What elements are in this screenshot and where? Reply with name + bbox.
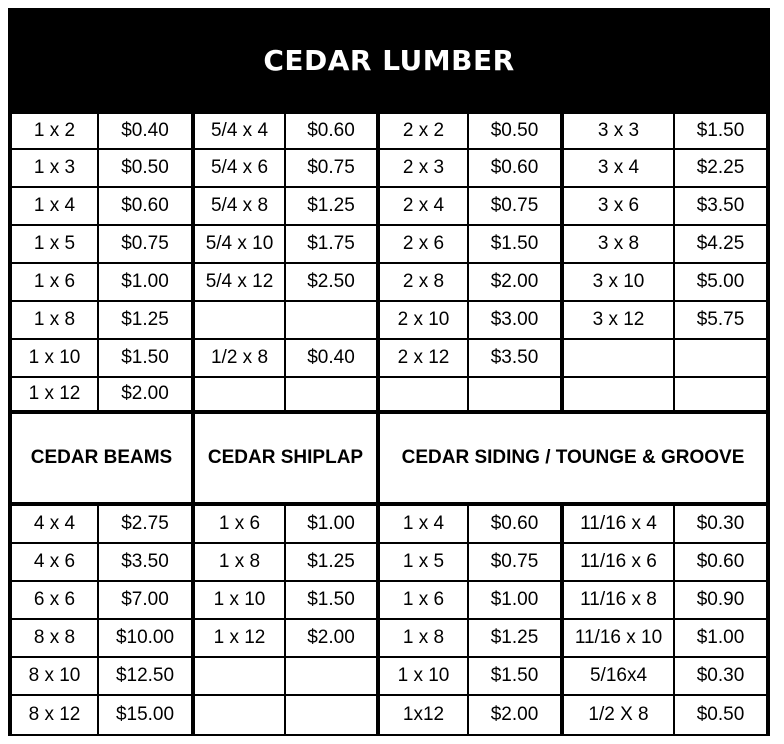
size-cell xyxy=(564,340,673,376)
price-cell: $0.50 xyxy=(99,150,191,186)
price-cell xyxy=(675,340,766,376)
price-cell: $10.00 xyxy=(99,620,191,656)
price-cell: $1.00 xyxy=(99,264,191,300)
price-cell: $12.50 xyxy=(99,658,191,694)
size-cell: 3 x 8 xyxy=(564,226,673,262)
price-cell: $1.50 xyxy=(675,114,766,148)
price-cell: $1.25 xyxy=(469,620,560,656)
size-cell: 4 x 4 xyxy=(12,506,97,542)
size-cell xyxy=(195,658,284,694)
size-cell: 1 x 6 xyxy=(380,582,467,618)
size-cell: 1 x 8 xyxy=(380,620,467,656)
size-cell: 8 x 8 xyxy=(12,620,97,656)
price-cell: $1.50 xyxy=(469,226,560,262)
price-cell: $2.75 xyxy=(99,506,191,542)
size-cell: 1 x 12 xyxy=(195,620,284,656)
price-cell xyxy=(286,696,376,734)
price-cell xyxy=(469,378,560,410)
price-cell: $3.50 xyxy=(99,544,191,580)
price-cell: $7.00 xyxy=(99,582,191,618)
price-cell: $0.90 xyxy=(675,582,766,618)
price-cell: $0.40 xyxy=(99,114,191,148)
price-cell: $0.60 xyxy=(286,114,376,148)
price-cell: $1.00 xyxy=(469,582,560,618)
price-cell: $1.50 xyxy=(469,658,560,694)
size-cell: 1 x 6 xyxy=(12,264,97,300)
size-cell: 1x12 xyxy=(380,696,467,734)
price-cell: $0.75 xyxy=(286,150,376,186)
price-cell: $0.75 xyxy=(469,544,560,580)
cedar-shiplap-header: CEDAR SHIPLAP xyxy=(195,414,376,502)
size-cell: 3 x 3 xyxy=(564,114,673,148)
price-cell: $1.25 xyxy=(286,544,376,580)
price-cell: $0.50 xyxy=(469,114,560,148)
price-cell xyxy=(286,378,376,410)
price-cell: $2.00 xyxy=(99,378,191,410)
price-cell: $0.50 xyxy=(675,696,766,734)
price-cell: $1.75 xyxy=(286,226,376,262)
size-cell: 11/16 x 4 xyxy=(564,506,673,542)
price-sheet xyxy=(8,8,770,736)
price-cell: $2.00 xyxy=(286,620,376,656)
size-cell: 1 x 2 xyxy=(12,114,97,148)
price-cell: $1.50 xyxy=(286,582,376,618)
price-cell: $1.25 xyxy=(99,302,191,338)
price-cell: $1.25 xyxy=(286,188,376,224)
size-cell: 1 x 8 xyxy=(12,302,97,338)
price-cell: $0.60 xyxy=(469,150,560,186)
size-cell: 1/2 x 8 xyxy=(195,340,284,376)
size-cell xyxy=(564,378,673,410)
size-cell: 5/4 x 10 xyxy=(195,226,284,262)
cedar-siding-header: CEDAR SIDING / TOUNGE & GROOVE xyxy=(380,414,766,502)
size-cell: 1 x 10 xyxy=(195,582,284,618)
size-cell xyxy=(195,378,284,410)
size-cell xyxy=(380,378,467,410)
price-cell: $3.50 xyxy=(675,188,766,224)
size-cell: 5/4 x 8 xyxy=(195,188,284,224)
size-cell: 1 x 6 xyxy=(195,506,284,542)
size-cell: 2 x 3 xyxy=(380,150,467,186)
size-cell: 2 x 8 xyxy=(380,264,467,300)
price-cell: $2.25 xyxy=(675,150,766,186)
price-cell: $3.00 xyxy=(469,302,560,338)
price-cell: $1.00 xyxy=(286,506,376,542)
size-cell: 1/2 X 8 xyxy=(564,696,673,734)
size-cell: 2 x 4 xyxy=(380,188,467,224)
price-cell xyxy=(675,378,766,410)
price-cell: $0.75 xyxy=(99,226,191,262)
size-cell xyxy=(195,696,284,734)
price-cell xyxy=(286,658,376,694)
price-cell: $0.60 xyxy=(675,544,766,580)
size-cell: 5/4 x 6 xyxy=(195,150,284,186)
size-cell: 3 x 6 xyxy=(564,188,673,224)
size-cell: 1 x 4 xyxy=(12,188,97,224)
size-cell: 1 x 5 xyxy=(12,226,97,262)
price-cell: $1.00 xyxy=(675,620,766,656)
price-cell: $4.25 xyxy=(675,226,766,262)
size-cell: 1 x 5 xyxy=(380,544,467,580)
size-cell: 2 x 10 xyxy=(380,302,467,338)
price-cell: $0.75 xyxy=(469,188,560,224)
price-cell: $0.30 xyxy=(675,506,766,542)
price-cell: $3.50 xyxy=(469,340,560,376)
size-cell: 8 x 10 xyxy=(12,658,97,694)
size-cell: 3 x 12 xyxy=(564,302,673,338)
size-cell: 5/4 x 4 xyxy=(195,114,284,148)
price-cell: $2.50 xyxy=(286,264,376,300)
size-cell: 1 x 10 xyxy=(380,658,467,694)
size-cell: 11/16 x 6 xyxy=(564,544,673,580)
size-cell xyxy=(195,302,284,338)
price-cell: $1.50 xyxy=(99,340,191,376)
size-cell: 11/16 x 8 xyxy=(564,582,673,618)
price-cell: $15.00 xyxy=(99,696,191,734)
price-cell: $0.60 xyxy=(469,506,560,542)
cedar-beams-header: CEDAR BEAMS xyxy=(12,414,191,502)
price-cell: $2.00 xyxy=(469,264,560,300)
size-cell: 1 x 10 xyxy=(12,340,97,376)
size-cell: 1 x 8 xyxy=(195,544,284,580)
size-cell: 3 x 10 xyxy=(564,264,673,300)
size-cell: 5/16x4 xyxy=(564,658,673,694)
price-cell xyxy=(286,302,376,338)
size-cell: 3 x 4 xyxy=(564,150,673,186)
size-cell: 2 x 6 xyxy=(380,226,467,262)
size-cell: 5/4 x 12 xyxy=(195,264,284,300)
price-cell: $0.60 xyxy=(99,188,191,224)
size-cell: 8 x 12 xyxy=(12,696,97,734)
size-cell: 11/16 x 10 xyxy=(564,620,673,656)
size-cell: 2 x 12 xyxy=(380,340,467,376)
price-cell: $0.30 xyxy=(675,658,766,694)
price-cell: $5.00 xyxy=(675,264,766,300)
page-title: CEDAR LUMBER xyxy=(263,43,515,77)
size-cell: 1 x 3 xyxy=(12,150,97,186)
size-cell: 1 x 4 xyxy=(380,506,467,542)
price-cell: $0.40 xyxy=(286,340,376,376)
size-cell: 6 x 6 xyxy=(12,582,97,618)
price-cell: $5.75 xyxy=(675,302,766,338)
size-cell: 2 x 2 xyxy=(380,114,467,148)
size-cell: 1 x 12 xyxy=(12,378,97,410)
size-cell: 4 x 6 xyxy=(12,544,97,580)
price-cell: $2.00 xyxy=(469,696,560,734)
